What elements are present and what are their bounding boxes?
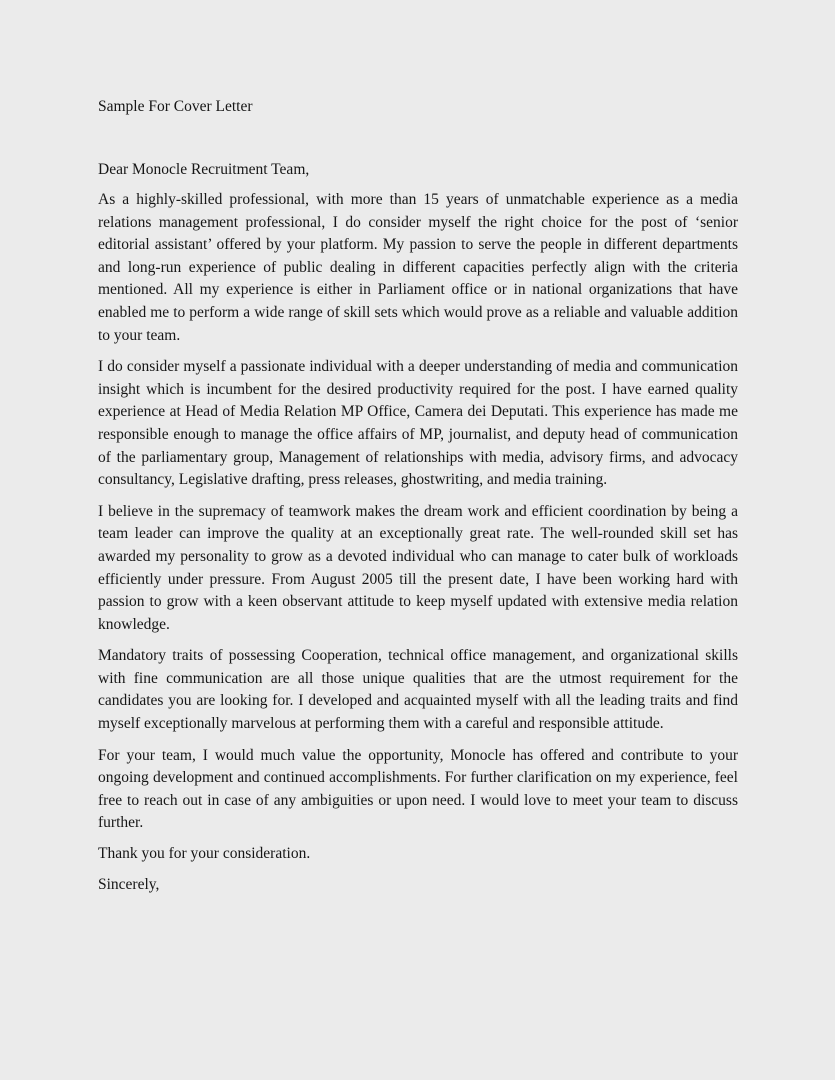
signoff: Sincerely, — [98, 876, 160, 894]
document-title: Sample For Cover Letter — [98, 98, 253, 115]
paragraph-intro: As a highly-skilled professional, with more than 15 years of unmatchable experience as a media relations management professional, I do consider myself the right choice for the post of ‘senior editorial assistant’ offered by your platform. My passion to serve the people in different departments and long-run experience of public dealing in different capacities perfectly align with the criteria mentioned. All my experience is either in Parliament office or in national organizations that have enabled me to perform a wide range of skill sets which would prove as a reliable and valuable addition to your team. — [98, 191, 738, 344]
paragraph-experience: I do consider myself a passionate individual with a deeper understanding of media and communication insight which is incumbent for the desired productivity required for the post. I have earned quality experience at Head of Media Relation MP Office, Camera dei Deputati. This experience has made me responsible enough to manage the office affairs of MP, journalist, and deputy head of communication of the parliamentary group, Management of relationships with media, advisory firms, and advocacy consultancy, Legislative drafting, press releases, ghostwriting, and media training. — [98, 358, 738, 489]
paragraph-traits: Mandatory traits of possessing Cooperation, technical office management, and organizational skills with fine communication are all those unique qualities that are the utmost requirement for the candidates you are looking for. I developed and acquainted myself with all the leading traits and find myself exceptionally marvelous at performing them with a careful and responsible attitude. — [98, 647, 738, 733]
paragraph-conclusion: For your team, I would much value the opportunity, Monocle has offered and contribute to your ongoing development and continued accomplishments. For further clarification on my experience, feel free to reach out in case of any ambiguities or upon need. I would love to meet your team to discuss further. — [98, 746, 738, 832]
salutation: Dear Monocle Recruitment Team, — [98, 161, 310, 178]
closing-line: Thank you for your consideration. — [98, 845, 311, 863]
paragraph-teamwork: I believe in the supremacy of teamwork makes the dream work and efficient coordination by being a team leader can improve the quality at an exceptionally great rate. The well-rounded skill set has awarded my personality to grow as a devoted individual who can manage to cater bulk of workloads efficiently under pressure. From August 2005 till the present date, I have been working hard with passion to grow with a keen observant attitude to keep myself updated with extensive media relation knowledge. — [98, 502, 738, 633]
